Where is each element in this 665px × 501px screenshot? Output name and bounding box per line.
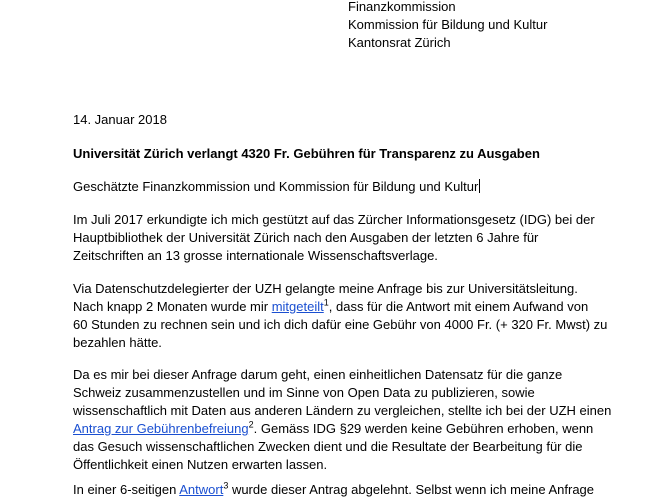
paragraph-line: wissenschaftlich mit Daten aus anderen Ländern zu vergleichen, stellte ich bei der UZH einen bbox=[73, 403, 612, 418]
text-segment: , dass für die Antwort mit einem Aufwand von bbox=[328, 299, 589, 314]
recipient-address-block bbox=[348, 0, 648, 52]
paragraph-line: Via Datenschutzdelegierter der UZH gelangte meine Anfrage bis zur Universitätsleitung. bbox=[73, 281, 578, 296]
letter-subject: Universität Zürich verlangt 4320 Fr. Gebühren für Transparenz zu Ausgaben bbox=[73, 146, 540, 161]
paragraph-line: bezahlen hätte. bbox=[73, 335, 162, 350]
paragraph-line: Hauptbibliothek der Universität Zürich nach den Ausgaben der letzten 6 Jahre für bbox=[73, 230, 539, 245]
paragraph-line: Im Juli 2017 erkundigte ich mich gestützt auf das Zürcher Informationsgesetz (IDG) bei der bbox=[73, 212, 595, 227]
footnote-marker: 3 bbox=[223, 480, 229, 491]
paragraph-line: Öffentlichkeit einen Nutzen erwarten lassen. bbox=[73, 457, 328, 472]
text-segment: . Gemäss IDG §29 werden keine Gebühren erhoben, wenn bbox=[253, 421, 594, 436]
recipient-line: Kommission für Bildung und Kultur bbox=[348, 17, 548, 32]
paragraph-4 bbox=[73, 481, 613, 499]
text-segment: Nach knapp 2 Monaten wurde mir bbox=[73, 299, 272, 314]
salutation-line[interactable] bbox=[73, 178, 480, 196]
paragraph-3 bbox=[73, 366, 613, 474]
salutation-text: Geschätzte Finanzkommission und Kommission für Bildung und Kultur bbox=[73, 179, 479, 194]
paragraph-line bbox=[73, 481, 613, 499]
link-antrag-gebuehrenbefreiung[interactable]: Antrag zur Gebührenbefreiung bbox=[73, 421, 249, 436]
text-segment: wurde dieser Antrag abgelehnt. Selbst wenn ich meine Anfrage bbox=[228, 482, 595, 497]
recipient-line: Kantonsrat Zürich bbox=[348, 35, 451, 50]
link-mitgeteilt[interactable]: mitgeteilt bbox=[271, 299, 324, 314]
paragraph-1 bbox=[73, 211, 613, 265]
footnote-marker: 2 bbox=[248, 419, 254, 430]
letter-date: 14. Januar 2018 bbox=[73, 112, 167, 127]
text-segment: In einer 6-seitigen bbox=[73, 482, 180, 497]
recipient-line: Finanzkommission bbox=[348, 0, 456, 14]
paragraph-line: das Gesuch wissenschaftlichen Zwecken dient und die Resultate der Bearbeitung für die bbox=[73, 439, 583, 454]
paragraph-2 bbox=[73, 280, 613, 352]
paragraph-line: Da es mir bei dieser Anfrage darum geht, einen einheitlichen Datensatz für die ganze bbox=[73, 367, 563, 382]
paragraph-line bbox=[73, 420, 613, 438]
paragraph-line bbox=[73, 298, 613, 316]
text-cursor bbox=[479, 179, 480, 193]
paragraph-line: Schweiz zusammenzustellen und im Sinne von Open Data zu publizieren, sowie bbox=[73, 385, 535, 400]
footnote-marker: 1 bbox=[323, 297, 329, 308]
paragraph-line: 60 Stunden zu rechnen sein und ich dich dafür eine Gebühr von 4000 Fr. (+ 320 Fr. Mwst) zu bbox=[73, 317, 608, 332]
paragraph-line: Zeitschriften an 13 grosse internationale Wissenschaftsverlage. bbox=[73, 248, 438, 263]
link-antwort[interactable]: Antwort bbox=[179, 482, 224, 497]
